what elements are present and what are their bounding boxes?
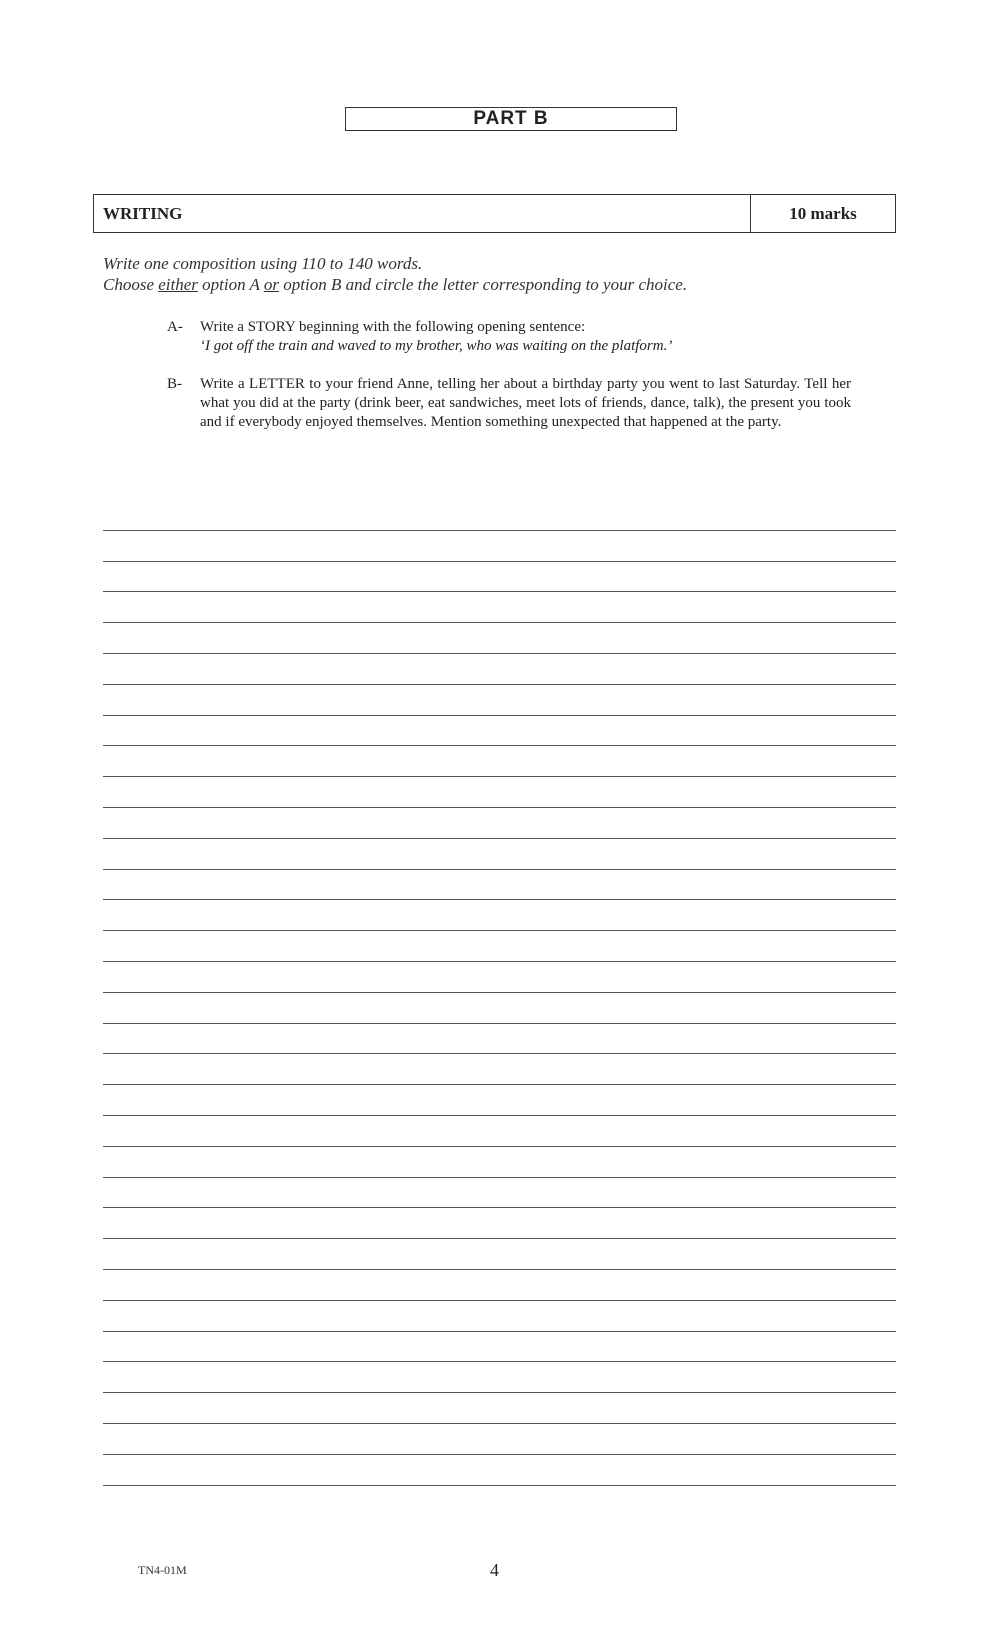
writing-line[interactable] bbox=[103, 993, 896, 1024]
document-code: TN4-01M bbox=[138, 1563, 187, 1577]
writing-line[interactable] bbox=[103, 962, 896, 993]
instructions bbox=[103, 253, 903, 295]
option-a-text: Write a STORY beginning with the following opening sentence: bbox=[200, 319, 586, 335]
writing-line[interactable] bbox=[103, 592, 896, 623]
writing-line[interactable] bbox=[103, 777, 896, 808]
writing-line[interactable] bbox=[103, 839, 896, 870]
emphasis-or: or bbox=[263, 275, 279, 294]
writing-line[interactable] bbox=[103, 531, 896, 562]
writing-line[interactable] bbox=[103, 900, 896, 931]
option-a-quote: ‘I got off the train and waved to my brother, who was waiting on the platform.’ bbox=[200, 338, 673, 354]
option-a-body bbox=[200, 318, 851, 356]
writing-line[interactable] bbox=[103, 1455, 896, 1486]
instruction-text: Choose bbox=[103, 275, 159, 294]
instruction-text: option A bbox=[197, 275, 264, 294]
writing-area[interactable] bbox=[103, 500, 896, 1486]
writing-line[interactable] bbox=[103, 1424, 896, 1455]
writing-line[interactable] bbox=[103, 1270, 896, 1301]
writing-line[interactable] bbox=[103, 1085, 896, 1116]
writing-line[interactable] bbox=[103, 1178, 896, 1209]
emphasis-either: either bbox=[158, 275, 198, 294]
writing-line[interactable] bbox=[103, 716, 896, 747]
writing-line[interactable] bbox=[103, 1147, 896, 1178]
writing-line[interactable] bbox=[103, 931, 896, 962]
writing-line[interactable] bbox=[103, 1116, 896, 1147]
instruction-line-2 bbox=[103, 274, 903, 295]
instruction-text: option B and circle the letter corresponding to your choice. bbox=[279, 275, 688, 294]
option-b[interactable] bbox=[167, 375, 851, 432]
section-marks: 10 marks bbox=[750, 195, 895, 232]
page-number: 4 bbox=[490, 1560, 499, 1580]
writing-line[interactable] bbox=[103, 1239, 896, 1270]
instruction-line-1: Write one composition using 110 to 140 words. bbox=[103, 254, 423, 273]
writing-line[interactable] bbox=[103, 1208, 896, 1239]
writing-line[interactable] bbox=[103, 654, 896, 685]
option-a[interactable] bbox=[167, 318, 851, 356]
writing-line[interactable] bbox=[103, 623, 896, 654]
writing-line[interactable] bbox=[103, 1024, 896, 1055]
writing-line[interactable] bbox=[103, 1301, 896, 1332]
section-title: WRITING bbox=[103, 204, 183, 223]
section-header bbox=[93, 194, 896, 233]
writing-line[interactable] bbox=[103, 500, 896, 531]
writing-line[interactable] bbox=[103, 808, 896, 839]
writing-line[interactable] bbox=[103, 685, 896, 716]
option-a-letter[interactable]: A- bbox=[167, 319, 183, 335]
writing-line[interactable] bbox=[103, 746, 896, 777]
writing-line[interactable] bbox=[103, 1393, 896, 1424]
writing-line[interactable] bbox=[103, 870, 896, 901]
part-title: PART B bbox=[345, 107, 677, 131]
option-b-letter[interactable]: B- bbox=[167, 376, 182, 392]
writing-line[interactable] bbox=[103, 562, 896, 593]
writing-line[interactable] bbox=[103, 1332, 896, 1363]
option-b-text: Write a LETTER to your friend Anne, telling her about a birthday party you went to last Saturday. Tell her what you did at the party (drink beer, eat sandwiches, meet lots of friends, dance, talk), the present you took and if everybody enjoyed themselves. Mention something unexpected that happened at the party. bbox=[200, 376, 851, 430]
writing-line[interactable] bbox=[103, 1362, 896, 1393]
writing-line[interactable] bbox=[103, 1054, 896, 1085]
